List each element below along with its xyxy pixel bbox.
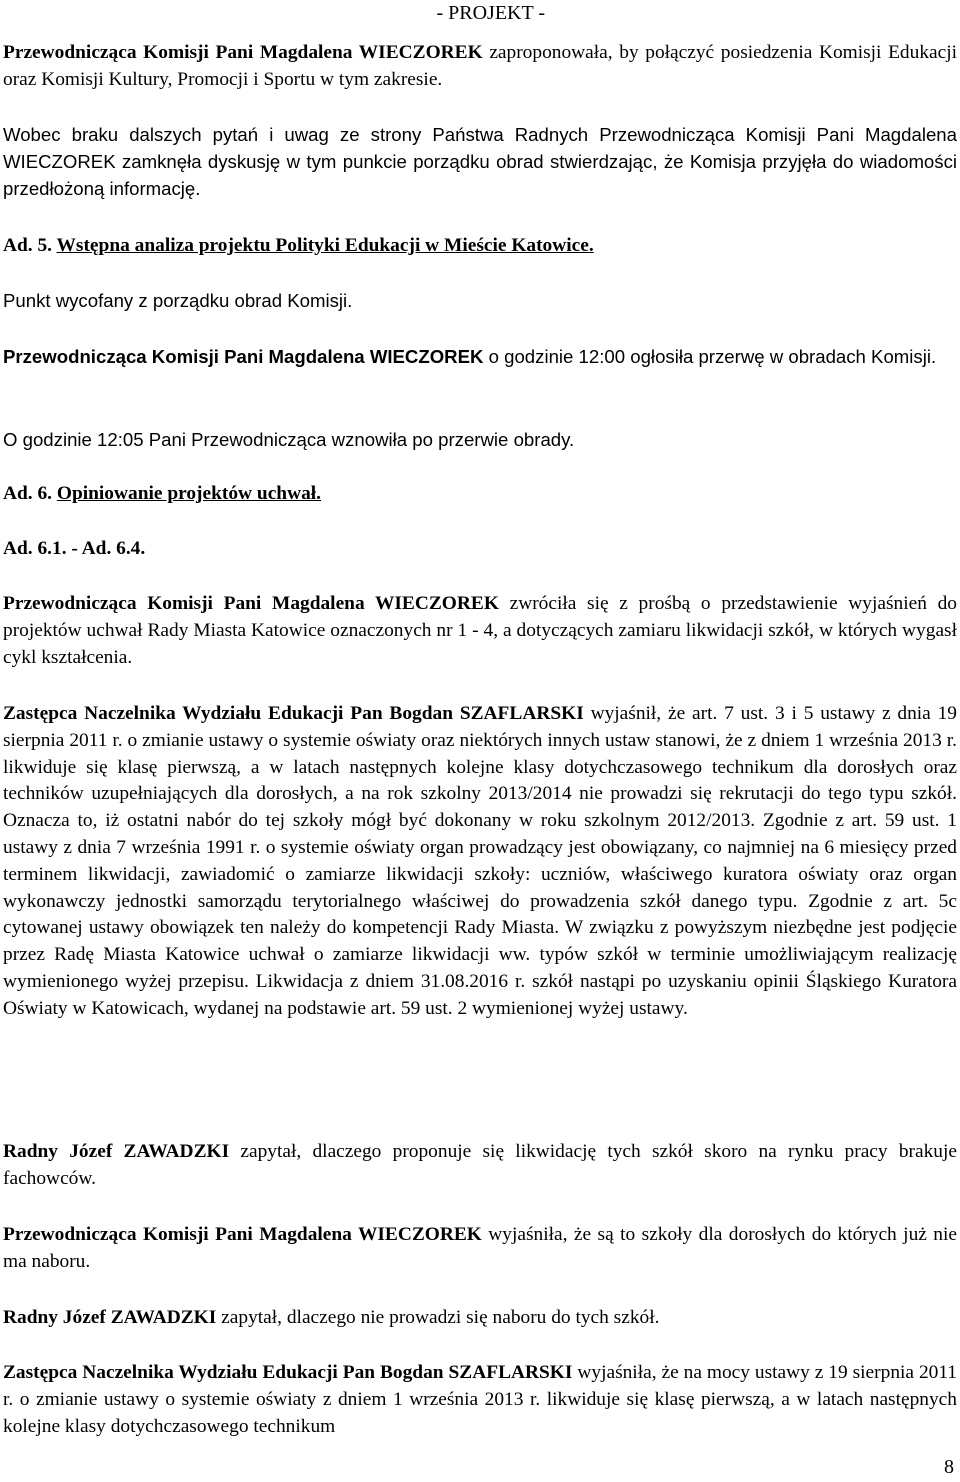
draft-header: - PROJEKT - [436, 2, 545, 24]
speaker-name: Radny Józef ZAWADZKI [3, 1141, 230, 1162]
speaker-name: Zastępca Naczelnika Wydziału Edukacji Pan Bogdan SZAFLARSKI [3, 1362, 573, 1383]
paragraph-withdrawn [3, 288, 957, 315]
paragraph-text: zapytał, dlaczego proponuje się likwidację tych szkół skoro na rynku pracy brakuje fachowców. [3, 1141, 957, 1189]
paragraph-text: Punkt wycofany z porządku obrad Komisji. [3, 290, 353, 311]
paragraph-answer-1 [3, 1222, 957, 1276]
speaker-name: Przewodnicząca Komisji Pani Magdalena WIECZOREK [3, 593, 499, 614]
paragraph-request [3, 591, 957, 671]
speaker-name: Zastępca Naczelnika Wydziału Edukacji Pan Bogdan SZAFLARSKI [3, 703, 584, 724]
agenda-number: Ad. 6. [3, 483, 57, 504]
paragraph-text: zwróciła się z prośbą o przedstawienie wyjaśnień do projektów uchwał Rady Miasta Katowice oznaczonych nr 1 - 4, a dotyczących zamiaru likwidacji szkół, w których wygasł cykl kształcenia. [3, 593, 957, 668]
paragraph-text: wyjaśniła, że na mocy ustawy z 19 sierpnia 2011 r. o zmianie ustawy o systemie oświaty z dniem 1 września 2013 r. likwiduje się klasę pierwszą, a w latach następnych kolejne klasy dotychczasowego technikum [3, 1362, 958, 1437]
paragraph-text: o godzinie 12:00 ogłosiła przerwę w obradach Komisji. [483, 346, 937, 367]
agenda-item-6 [3, 481, 957, 508]
paragraph-text: zapytał, dlaczego nie prowadzi się naboru do tych szkół. [216, 1307, 660, 1328]
speaker-name: Przewodnicząca Komisji Pani Magdalena WIECZOREK [3, 1224, 482, 1245]
agenda-subitems [3, 536, 957, 563]
paragraph-text: wyjaśnił, że art. 7 ust. 3 i 5 ustawy z dnia 19 sierpnia 2011 r. o zmianie ustawy o systemie oświaty oraz niektórych innych ustaw stanowi, że z dniem 1 września 2013 r. likwiduje się klasę pierwszą, a w latach następnych kolejne klasy dotychczasowego technikum dla dorosłych oraz techników uzupełniających dla dorosłych, a na rok szkolny 2013/2014 nie prowadzi się rekrutacji do tego typu szkół. Oznacza to, iż ostatni nabór do tej szkoły mógł być dokonany w roku szkolnym 2012/2013. Zgodnie z art. 59 ust. 1 ustawy z dnia 7 września 1991 r. o systemie oświaty organ prowadzący jest obowiązany, co najmniej na 6 miesięcy przed terminem likwidacji, zawiadomić o zamiarze likwidacji szkoły: uczniów, właściwego kuratora oświaty oraz organ wykonawczy jednostki samorządu terytorialnego właściwej do prowadzenia szkół danego typu. Zgodnie z art. 5c cytowanej ustawy obowiązek ten należy do kompetencji Rady Miasta. W związku z powyższym niezbędne jest podjęcie przez Radę Miasta Katowice uchwał o zamiarze likwidacji ww. typów szkół w terminie umożliwiającym realizację wymienionego wyżej przepisu. Likwidacja z dniem 31.08.2016 r. szkół nastąpi po uzyskaniu opinii Śląskiego Kuratora Oświaty w Katowicach, wydanej na podstawie art. 59 ust. 2 wymienionej wyżej ustawy. [3, 703, 957, 1019]
speaker-name: Przewodnicząca Komisji Pani Magdalena WIECZOREK [3, 42, 483, 63]
paragraph-answer-2 [3, 1360, 957, 1440]
paragraph-break [3, 344, 957, 371]
paragraph-closing [3, 122, 957, 202]
speaker-name: Przewodnicząca Komisji Pani Magdalena WIECZOREK [3, 346, 484, 367]
agenda-number: Ad. 6.1. - Ad. 6.4. [3, 538, 146, 559]
paragraph-text: O godzinie 12:05 Pani Przewodnicząca wznowiła po przerwie obrady. [3, 429, 575, 450]
page-number: 8 [944, 1456, 954, 1478]
agenda-item-5 [3, 233, 957, 260]
paragraph-resumed [3, 427, 957, 454]
speaker-name: Radny Józef ZAWADZKI [3, 1307, 217, 1328]
paragraph-proposal [3, 40, 957, 94]
agenda-title: Opiniowanie projektów uchwał. [56, 483, 322, 504]
agenda-title: Wstępna analiza projektu Polityki Edukacji w Mieście Katowice. [56, 235, 594, 256]
paragraph-text: wyjaśniła, że są to szkoły dla dorosłych do których już nie ma naboru. [3, 1224, 957, 1272]
paragraph-text: zaproponowała, by połączyć posiedzenia Komisji Edukacji oraz Komisji Kultury, Promocji i Sportu w tym zakresie. [3, 42, 957, 90]
agenda-number: Ad. 5. [3, 235, 57, 256]
paragraph-explanation [3, 701, 957, 1023]
paragraph-question-2 [3, 1305, 957, 1332]
paragraph-question-1 [3, 1139, 957, 1193]
paragraph-text: Wobec braku dalszych pytań i uwag ze strony Państwa Radnych Przewodnicząca Komisji Pani Magdalena WIECZOREK zamknęła dyskusję w tym punkcie porządku obrad stwierdzając, że Komisja przyjęła do wiadomości przedłożoną informację. [3, 124, 957, 199]
